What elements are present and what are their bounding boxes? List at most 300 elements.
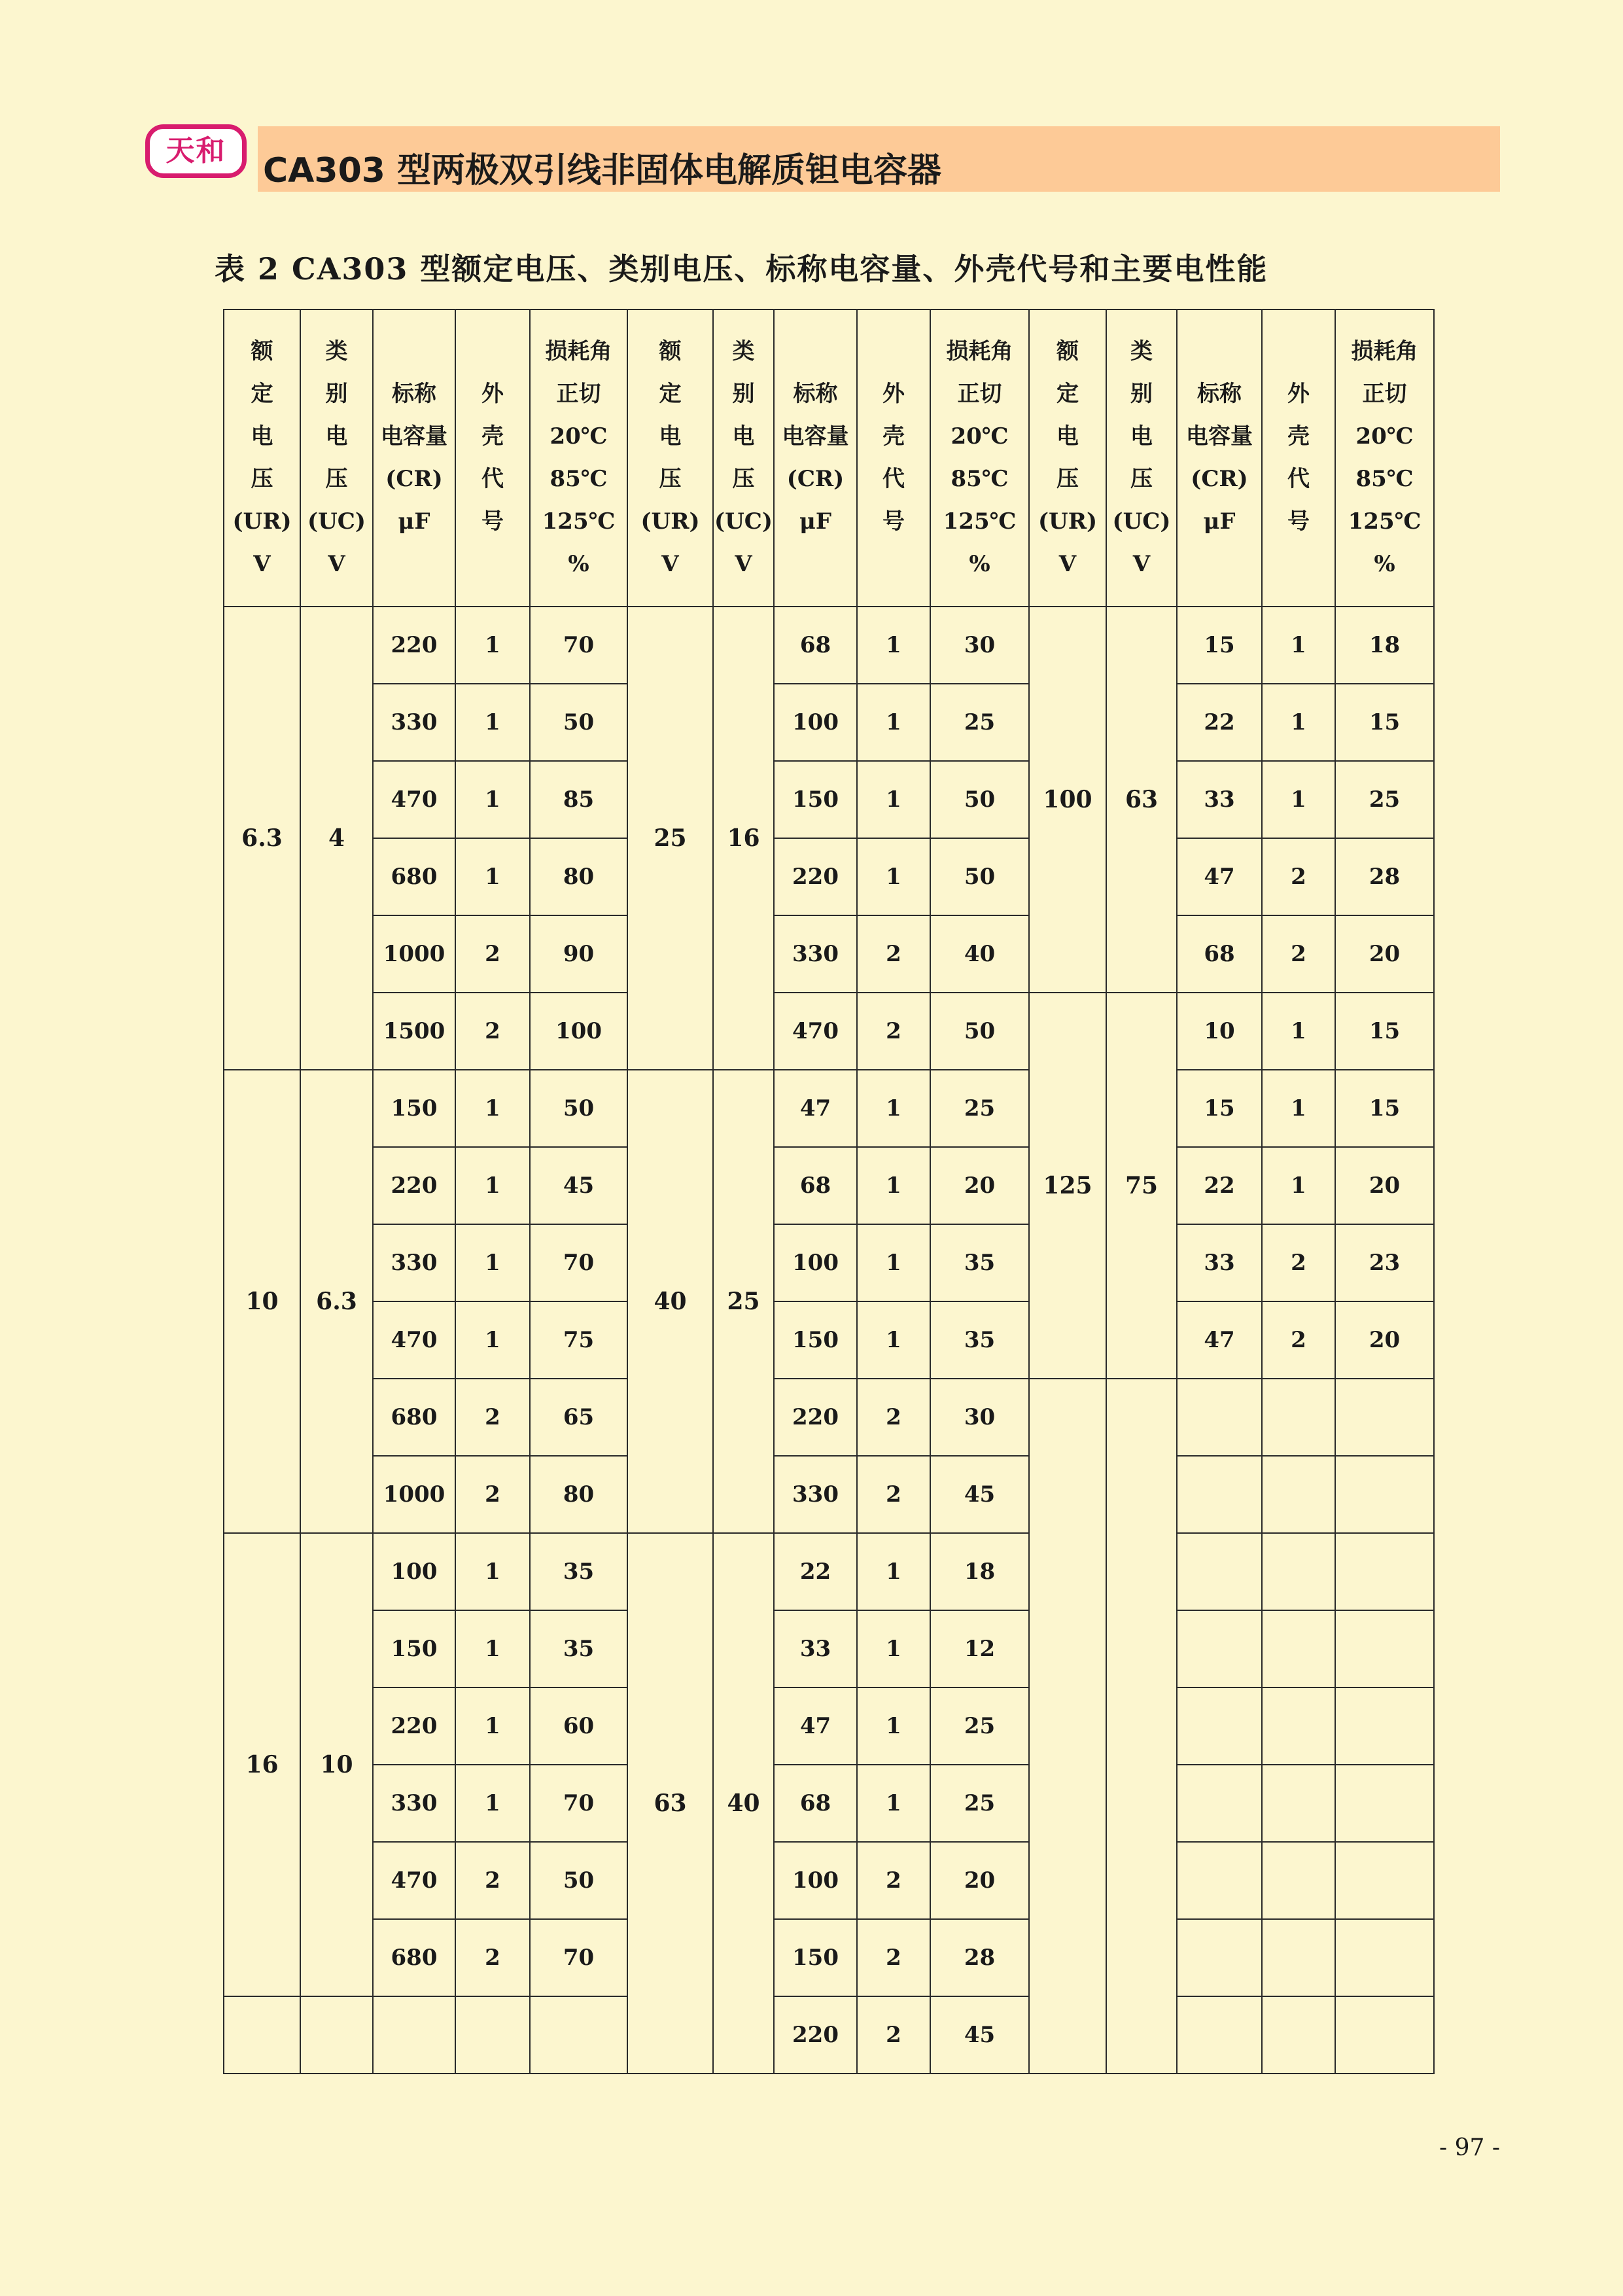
header-line: 额 (1056, 338, 1079, 364)
rated-voltage-cell: 125 (1029, 993, 1106, 1379)
header-line: V (253, 551, 271, 577)
loss-tangent-cell: 12 (930, 1610, 1029, 1687)
loss-tangent-cell: 50 (530, 684, 627, 761)
header-line: 定 (251, 381, 273, 407)
loss-tangent-cell: 15 (1335, 1070, 1434, 1147)
capacitance-cell: 330 (373, 1224, 455, 1301)
case-code-cell: 1 (455, 1070, 530, 1147)
header-line: 别 (732, 381, 755, 407)
case-code-cell: 1 (455, 1533, 530, 1610)
empty-cell (224, 1996, 300, 2074)
case-code-cell: 2 (455, 993, 530, 1070)
header-line: 号 (481, 508, 504, 535)
table-row (224, 838, 1434, 915)
capacitance-cell: 22 (774, 1533, 857, 1610)
header-line: 电容量 (1186, 423, 1253, 450)
header-line: 压 (1130, 466, 1153, 492)
case-code-cell: 2 (455, 1379, 530, 1456)
loss-tangent-cell: 45 (930, 1456, 1029, 1533)
loss-tangent-cell: 50 (530, 1070, 627, 1147)
empty-cell (1262, 1379, 1335, 1456)
header-line: V (328, 551, 345, 577)
capacitance-cell: 150 (373, 1070, 455, 1147)
page-header-title: CA303 型两极双引线非固体电解质钽电容器 (263, 151, 942, 190)
empty-cell (1262, 1610, 1335, 1687)
case-code-cell: 1 (455, 1765, 530, 1842)
case-code-cell: 2 (455, 1842, 530, 1919)
header-line: (UR) (232, 508, 292, 535)
loss-tangent-cell: 65 (530, 1379, 627, 1456)
header-line: 损耗角 (1351, 338, 1418, 364)
header-line: 20℃ (951, 423, 1009, 450)
empty-cell (1335, 1456, 1434, 1533)
empty-cell (1335, 1842, 1434, 1919)
spec-table (223, 309, 1435, 2074)
case-code-cell: 1 (1262, 1147, 1335, 1224)
category-voltage-cell: 6.3 (300, 1070, 373, 1533)
capacitance-cell: 1000 (373, 915, 455, 993)
capacitance-cell: 1500 (373, 993, 455, 1070)
capacitance-cell: 220 (373, 1147, 455, 1224)
category-voltage-cell: 25 (713, 1070, 774, 1533)
header-capacitance (774, 309, 857, 607)
empty-cell (1177, 1996, 1262, 2074)
header-line: 正切 (957, 381, 1002, 407)
header-line: 压 (732, 466, 755, 492)
header-loss-tangent (530, 309, 627, 607)
header-loss-tangent (930, 309, 1029, 607)
rated-voltage-cell: 100 (1029, 607, 1106, 993)
header-line: 125℃ (542, 508, 616, 535)
loss-tangent-cell: 20 (1335, 915, 1434, 993)
header-line: 压 (251, 466, 273, 492)
table-row (224, 1379, 1434, 1456)
category-voltage-cell: 4 (300, 607, 373, 1070)
header-line: % (568, 551, 589, 577)
capacitance-cell: 470 (774, 993, 857, 1070)
header-line: 壳 (882, 423, 905, 450)
header-rated-voltage (1029, 309, 1106, 607)
empty-cell (1262, 1842, 1335, 1919)
empty-cell (1262, 1533, 1335, 1610)
header-line: % (969, 551, 990, 577)
loss-tangent-cell: 30 (930, 607, 1029, 684)
header-line: (UC) (1112, 508, 1171, 535)
rated-voltage-cell: 6.3 (224, 607, 300, 1070)
capacitance-cell: 220 (373, 1687, 455, 1765)
header-line: V (735, 551, 752, 577)
case-code-cell: 1 (857, 1301, 930, 1379)
case-code-cell: 1 (1262, 993, 1335, 1070)
case-code-cell: 1 (455, 1301, 530, 1379)
capacitance-cell: 330 (774, 915, 857, 993)
header-line: 85℃ (550, 466, 608, 492)
header-line: (UC) (307, 508, 366, 535)
capacitance-cell: 15 (1177, 607, 1262, 684)
header-line: 85℃ (1355, 466, 1414, 492)
case-code-cell: 1 (857, 1610, 930, 1687)
empty-cell (1177, 1842, 1262, 1919)
case-code-cell: 2 (455, 915, 530, 993)
header-line: V (661, 551, 679, 577)
header-line: 电 (1056, 423, 1079, 450)
capacitance-cell: 150 (373, 1610, 455, 1687)
loss-tangent-cell: 23 (1335, 1224, 1434, 1301)
header-line: 类 (325, 338, 348, 364)
header-line: 定 (659, 381, 682, 407)
header-line: % (1374, 551, 1395, 577)
table-row (224, 1301, 1434, 1379)
case-code-cell: 1 (455, 838, 530, 915)
capacitance-cell: 330 (774, 1456, 857, 1533)
header-line: (UR) (640, 508, 700, 535)
header-rated-voltage (627, 309, 713, 607)
table-row (224, 1842, 1434, 1919)
case-code-cell: 2 (857, 1379, 930, 1456)
capacitance-cell: 100 (774, 1842, 857, 1919)
loss-tangent-cell: 100 (530, 993, 627, 1070)
header-line: 定 (1056, 381, 1079, 407)
loss-tangent-cell: 70 (530, 1765, 627, 1842)
header-capacitance (373, 309, 455, 607)
case-code-cell: 2 (857, 1456, 930, 1533)
empty-cell (1106, 1379, 1177, 2074)
empty-cell (1177, 1919, 1262, 1996)
table-row (224, 684, 1434, 761)
header-line: 别 (1130, 381, 1153, 407)
loss-tangent-cell: 50 (930, 761, 1029, 838)
loss-tangent-cell: 35 (930, 1224, 1029, 1301)
empty-cell (1335, 1996, 1434, 2074)
header-line: 损耗角 (946, 338, 1013, 364)
header-line: (CR) (1191, 466, 1248, 492)
loss-tangent-cell: 25 (930, 1687, 1029, 1765)
header-category-voltage (1106, 309, 1177, 607)
capacitance-cell: 15 (1177, 1070, 1262, 1147)
category-voltage-cell: 16 (713, 607, 774, 1070)
loss-tangent-cell: 28 (930, 1919, 1029, 1996)
empty-cell (1262, 1919, 1335, 1996)
header-line: 壳 (1287, 423, 1310, 450)
loss-tangent-cell: 35 (530, 1610, 627, 1687)
capacitance-cell: 680 (373, 1379, 455, 1456)
loss-tangent-cell: 50 (530, 1842, 627, 1919)
capacitance-cell: 47 (1177, 838, 1262, 915)
table-row (224, 1765, 1434, 1842)
header-line: 电 (251, 423, 273, 450)
capacitance-cell: 10 (1177, 993, 1262, 1070)
case-code-cell: 2 (857, 1919, 930, 1996)
capacitance-cell: 22 (1177, 1147, 1262, 1224)
header-line: 壳 (481, 423, 504, 450)
header-line: 标称 (793, 381, 838, 407)
table-row (224, 915, 1434, 993)
loss-tangent-cell: 45 (530, 1147, 627, 1224)
empty-cell (1335, 1533, 1434, 1610)
loss-tangent-cell: 70 (530, 1919, 627, 1996)
table-row (224, 1996, 1434, 2074)
rated-voltage-cell: 10 (224, 1070, 300, 1533)
loss-tangent-cell: 15 (1335, 684, 1434, 761)
table-row (224, 1070, 1434, 1147)
loss-tangent-cell: 28 (1335, 838, 1434, 915)
table-row (224, 761, 1434, 838)
table-row (224, 607, 1434, 684)
empty-cell (373, 1996, 455, 2074)
header-line: 额 (659, 338, 682, 364)
capacitance-cell: 33 (774, 1610, 857, 1687)
empty-cell (1262, 1687, 1335, 1765)
header-line: 20℃ (550, 423, 608, 450)
case-code-cell: 2 (857, 915, 930, 993)
empty-cell (1262, 1765, 1335, 1842)
empty-cell (530, 1996, 627, 2074)
header-line: 外 (882, 381, 905, 407)
rated-voltage-cell: 25 (627, 607, 713, 1070)
capacitance-cell: 150 (774, 1919, 857, 1996)
loss-tangent-cell: 15 (1335, 993, 1434, 1070)
capacitance-cell: 150 (774, 761, 857, 838)
header-category-voltage (300, 309, 373, 607)
loss-tangent-cell: 20 (930, 1147, 1029, 1224)
capacitance-cell: 470 (373, 1842, 455, 1919)
empty-cell (300, 1996, 373, 2074)
header-case-code (1262, 309, 1335, 607)
header-line: μF (799, 508, 832, 535)
table-caption: 表 2 CA303 型额定电压、类别电压、标称电容量、外壳代号和主要电性能 (215, 251, 1268, 287)
header-case-code (455, 309, 530, 607)
capacitance-cell: 47 (1177, 1301, 1262, 1379)
table-row (224, 1687, 1434, 1765)
loss-tangent-cell: 80 (530, 1456, 627, 1533)
loss-tangent-cell: 60 (530, 1687, 627, 1765)
header-line: 代 (1287, 466, 1310, 492)
empty-cell (1335, 1610, 1434, 1687)
loss-tangent-cell: 50 (930, 993, 1029, 1070)
header-capacitance (1177, 309, 1262, 607)
case-code-cell: 1 (455, 761, 530, 838)
loss-tangent-cell: 70 (530, 1224, 627, 1301)
capacitance-cell: 220 (774, 838, 857, 915)
header-line: 正切 (1362, 381, 1407, 407)
capacitance-cell: 150 (774, 1301, 857, 1379)
header-line: 额 (251, 338, 273, 364)
header-line: 代 (481, 466, 504, 492)
header-line: 电 (732, 423, 755, 450)
header-line: 正切 (556, 381, 601, 407)
capacitance-cell: 470 (373, 1301, 455, 1379)
loss-tangent-cell: 18 (930, 1533, 1029, 1610)
header-line: 外 (481, 381, 504, 407)
case-code-cell: 1 (455, 1687, 530, 1765)
rated-voltage-cell: 63 (627, 1533, 713, 2074)
empty-cell (1177, 1379, 1262, 1456)
capacitance-cell: 68 (774, 607, 857, 684)
table-row (224, 1533, 1434, 1610)
empty-cell (1262, 1456, 1335, 1533)
empty-cell (1335, 1687, 1434, 1765)
capacitance-cell: 47 (774, 1687, 857, 1765)
header-loss-tangent (1335, 309, 1434, 607)
capacitance-cell: 680 (373, 1919, 455, 1996)
capacitance-cell: 330 (373, 684, 455, 761)
capacitance-cell: 220 (774, 1996, 857, 2074)
empty-cell (1177, 1610, 1262, 1687)
loss-tangent-cell: 85 (530, 761, 627, 838)
empty-cell (1335, 1379, 1434, 1456)
capacitance-cell: 100 (774, 684, 857, 761)
case-code-cell: 1 (857, 761, 930, 838)
case-code-cell: 1 (857, 1687, 930, 1765)
rated-voltage-cell: 16 (224, 1533, 300, 1996)
case-code-cell: 2 (1262, 1224, 1335, 1301)
loss-tangent-cell: 30 (930, 1379, 1029, 1456)
case-code-cell: 1 (1262, 607, 1335, 684)
header-line: 压 (325, 466, 348, 492)
capacitance-cell: 330 (373, 1765, 455, 1842)
case-code-cell: 1 (455, 607, 530, 684)
header-line: (UC) (714, 508, 773, 535)
empty-cell (1335, 1919, 1434, 1996)
empty-cell (1262, 1996, 1335, 2074)
capacitance-cell: 68 (1177, 915, 1262, 993)
header-line: μF (1203, 508, 1236, 535)
header-line: 125℃ (943, 508, 1017, 535)
empty-cell (1177, 1533, 1262, 1610)
header-line: V (1058, 551, 1077, 577)
header-line: V (1132, 551, 1151, 577)
header-line: 电容量 (782, 423, 849, 450)
empty-cell (1177, 1765, 1262, 1842)
loss-tangent-cell: 25 (930, 1765, 1029, 1842)
case-code-cell: 2 (857, 1842, 930, 1919)
header-line: 号 (1287, 508, 1310, 535)
capacitance-cell: 220 (774, 1379, 857, 1456)
case-code-cell: 2 (857, 993, 930, 1070)
table-row (224, 1919, 1434, 1996)
loss-tangent-cell: 90 (530, 915, 627, 993)
loss-tangent-cell: 20 (930, 1842, 1029, 1919)
loss-tangent-cell: 35 (530, 1533, 627, 1610)
header-line: 类 (1130, 338, 1153, 364)
case-code-cell: 1 (857, 1070, 930, 1147)
case-code-cell: 1 (1262, 1070, 1335, 1147)
rated-voltage-cell: 40 (627, 1070, 713, 1533)
capacitance-cell: 47 (774, 1070, 857, 1147)
category-voltage-cell: 75 (1106, 993, 1177, 1379)
case-code-cell: 1 (857, 607, 930, 684)
case-code-cell: 2 (1262, 915, 1335, 993)
header-line: 号 (882, 508, 905, 535)
category-voltage-cell: 40 (713, 1533, 774, 2074)
case-code-cell: 1 (857, 1224, 930, 1301)
empty-cell (1335, 1765, 1434, 1842)
header-line: 损耗角 (545, 338, 612, 364)
capacitance-cell: 100 (774, 1224, 857, 1301)
loss-tangent-cell: 75 (530, 1301, 627, 1379)
case-code-cell: 1 (857, 838, 930, 915)
capacitance-cell: 680 (373, 838, 455, 915)
capacitance-cell: 470 (373, 761, 455, 838)
header-line: (UR) (1038, 508, 1098, 535)
loss-tangent-cell: 45 (930, 1996, 1029, 2074)
case-code-cell: 2 (1262, 838, 1335, 915)
table-row (224, 1147, 1434, 1224)
category-voltage-cell: 10 (300, 1533, 373, 1996)
tianhe-logo (145, 124, 247, 178)
loss-tangent-cell: 80 (530, 838, 627, 915)
case-code-cell: 1 (857, 1533, 930, 1610)
loss-tangent-cell: 20 (1335, 1147, 1434, 1224)
loss-tangent-cell: 25 (930, 684, 1029, 761)
header-rated-voltage (224, 309, 300, 607)
page-number: - 97 - (1439, 2134, 1501, 2161)
capacitance-cell: 33 (1177, 761, 1262, 838)
case-code-cell: 2 (857, 1996, 930, 2074)
case-code-cell: 1 (857, 1765, 930, 1842)
header-line: 20℃ (1355, 423, 1414, 450)
header-category-voltage (713, 309, 774, 607)
loss-tangent-cell: 35 (930, 1301, 1029, 1379)
header-line: 电容量 (381, 423, 447, 450)
header-line: (CR) (786, 466, 845, 492)
capacitance-cell: 33 (1177, 1224, 1262, 1301)
header-line: 压 (659, 466, 682, 492)
capacitance-cell: 22 (1177, 684, 1262, 761)
loss-tangent-cell: 40 (930, 915, 1029, 993)
empty-cell (1177, 1456, 1262, 1533)
header-line: 85℃ (951, 466, 1009, 492)
header-case-code (857, 309, 930, 607)
header-line: 标称 (392, 381, 436, 407)
case-code-cell: 2 (1262, 1301, 1335, 1379)
table-header-row (224, 309, 1434, 607)
loss-tangent-cell: 20 (1335, 1301, 1434, 1379)
table-row (224, 1224, 1434, 1301)
capacitance-cell: 100 (373, 1533, 455, 1610)
loss-tangent-cell: 18 (1335, 607, 1434, 684)
case-code-cell: 1 (455, 1224, 530, 1301)
header-line: 电 (325, 423, 348, 450)
loss-tangent-cell: 25 (1335, 761, 1434, 838)
header-line: 外 (1287, 381, 1310, 407)
case-code-cell: 1 (455, 1147, 530, 1224)
loss-tangent-cell: 50 (930, 838, 1029, 915)
loss-tangent-cell: 70 (530, 607, 627, 684)
case-code-cell: 1 (857, 684, 930, 761)
loss-tangent-cell: 25 (930, 1070, 1029, 1147)
header-line: 电 (1130, 423, 1153, 450)
capacitance-cell: 1000 (373, 1456, 455, 1533)
case-code-cell: 2 (455, 1919, 530, 1996)
capacitance-cell: 68 (774, 1765, 857, 1842)
empty-cell (455, 1996, 530, 2074)
table-row (224, 1456, 1434, 1533)
table-row (224, 1610, 1434, 1687)
empty-cell (1029, 1379, 1106, 2074)
category-voltage-cell: 63 (1106, 607, 1177, 993)
header-line: (CR) (385, 466, 443, 492)
header-line: 代 (882, 466, 905, 492)
case-code-cell: 1 (1262, 761, 1335, 838)
empty-cell (1177, 1687, 1262, 1765)
logo-text: 天和 (166, 134, 226, 168)
table-row (224, 993, 1434, 1070)
case-code-cell: 1 (1262, 684, 1335, 761)
header-line: μF (398, 508, 430, 535)
capacitance-cell: 68 (774, 1147, 857, 1224)
header-line: 别 (325, 381, 348, 407)
